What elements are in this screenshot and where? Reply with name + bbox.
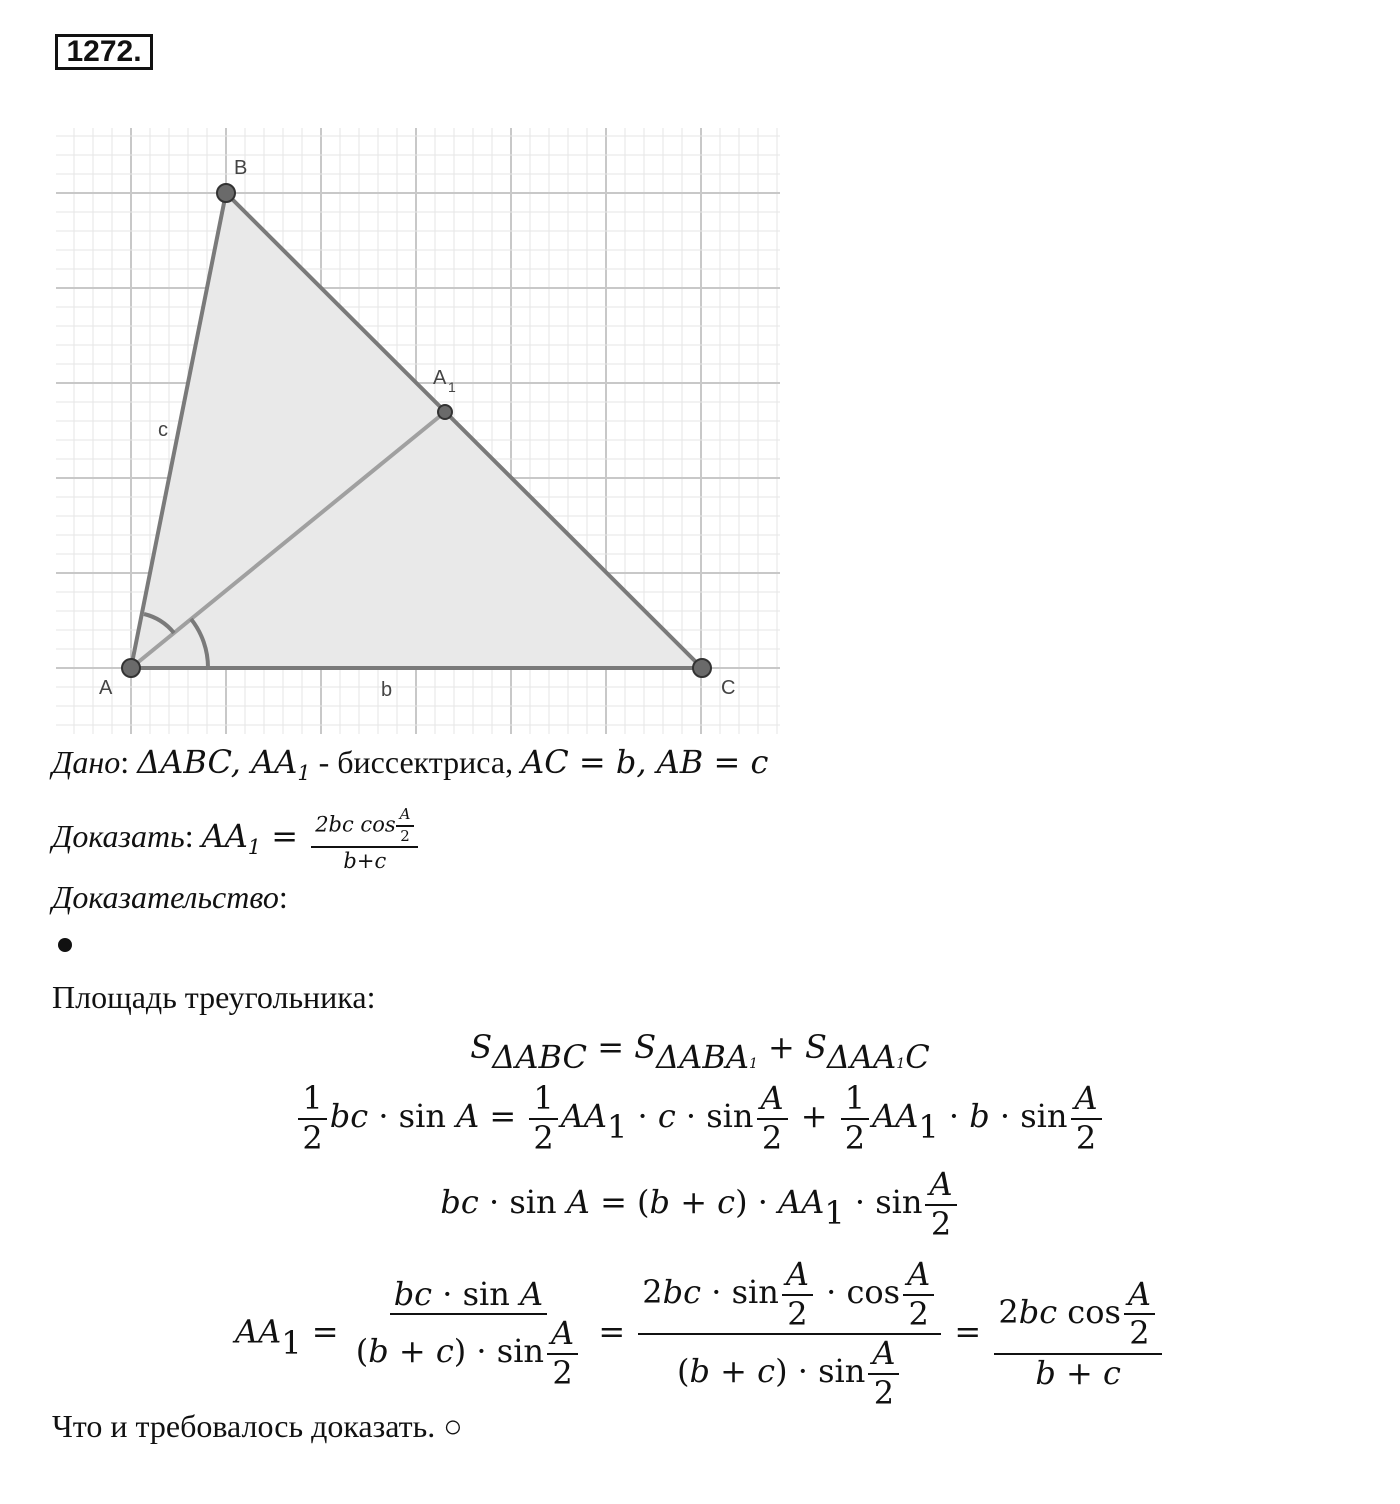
triangle-figure [56, 128, 780, 734]
point-a [122, 659, 140, 677]
given-label: Дано [52, 744, 121, 780]
equation-2: $\frac{1}{2}$ bc · sin A = $\frac{1}{2}$ AA1 · c · sin $\frac{A}{2}$ + $\frac{1}{2}$ AA1 · b · sin $\frac{A}{2}$ [0, 1082, 1400, 1155]
label-a1-sub: 1 [448, 379, 456, 395]
label-side-b: b [381, 679, 393, 701]
given-equalities: AC = b, AB = c [521, 743, 769, 781]
problem-number: 1272. [55, 34, 153, 70]
point-b [217, 184, 235, 202]
label-a: A [99, 677, 113, 699]
proof-line: Доказательство: [52, 879, 288, 915]
given-line: Дано: ΔABC, $AA_1$ - биссектриса, AC = b, AB = c [52, 743, 769, 786]
equation-3: bc · sin A = (b + c) · AA1 · sin $\frac{A}{2}$ [0, 1168, 1400, 1241]
label-a1: A [433, 367, 447, 389]
equation-4: AA1 = bc · sin A (b + c) · sin $\frac{A}{2}$ = 2bc · sin $\frac{A}{2}$ · cos $\frac{A}{2}$ (b + c) · sin $\frac{A}{2}$ = 2bc cos $\frac{A}{2}$ b + c [0, 1258, 1400, 1410]
prove-line: Доказать: $AA_1$ = 2bc cos $\frac{A}{2}$ b+c [52, 800, 421, 876]
point-a1 [438, 405, 452, 419]
area-text: Площадь треугольника: [52, 979, 376, 1015]
prove-label: Доказать [52, 818, 185, 854]
prove-fraction: 2bc cos $\frac{A}{2}$ b+c [311, 807, 418, 873]
given-triangle: ΔABC, AA [137, 743, 298, 781]
given-word: - биссектриса, [310, 744, 522, 780]
conclusion-text: Что и требовалось доказать. ○ [52, 1408, 463, 1444]
equation-1: SΔABC = SΔABA1 + SΔAA1C [470, 1028, 930, 1076]
label-side-c: c [158, 419, 168, 441]
bullet [58, 938, 72, 952]
label-b: B [234, 157, 248, 179]
proof-label: Доказательство [52, 879, 279, 915]
label-c: C [721, 677, 736, 699]
point-c [693, 659, 711, 677]
